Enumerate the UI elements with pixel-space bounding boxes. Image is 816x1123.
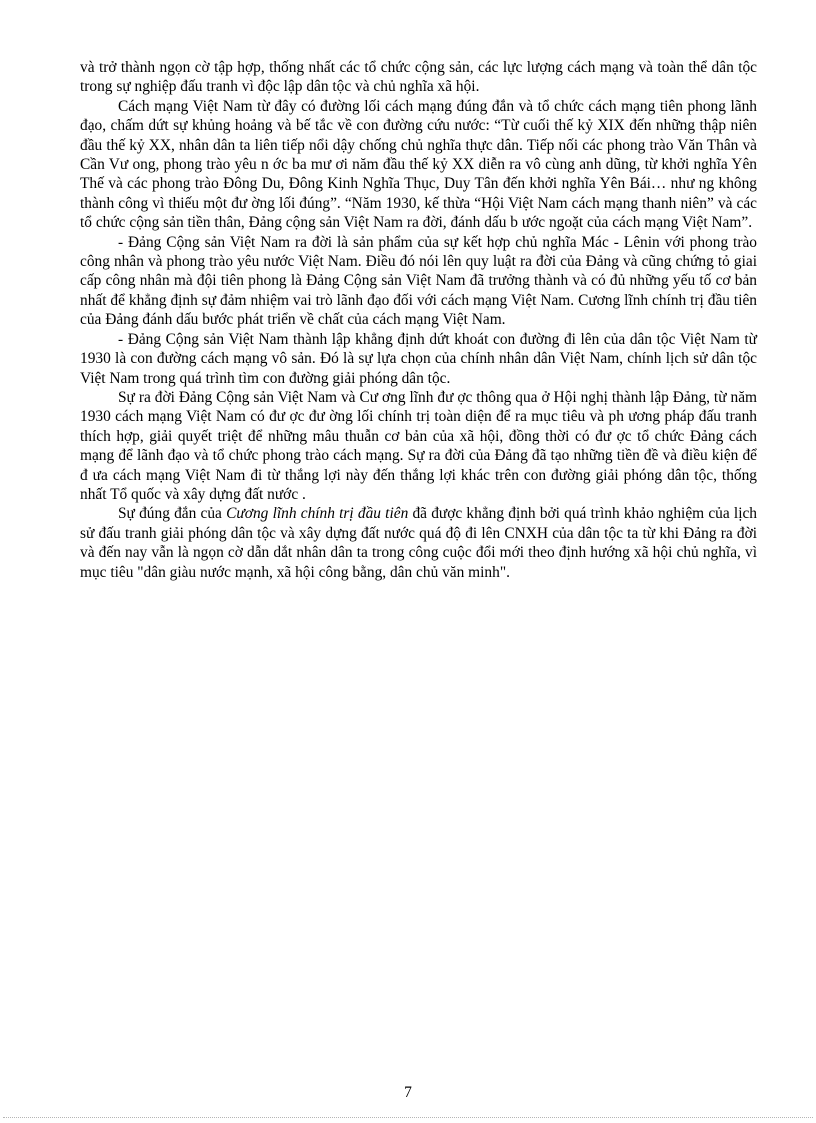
paragraph-remaining-text: đã được khẳng định bởi quá trình khảo nghiệm của lịch sử đấu tranh giải phóng dân tộc và xây dựng đất nước quá độ đi lên CNXH của dân tộc ta từ khi Đảng ra đời và đến nay vẫn là ngọn cờ dẫn dắt nhân dân ta trong công cuộc đổi mới theo định hướng xã hội chủ nghĩa, vì mục tiêu "dân giàu nước mạnh, xã hội công bằng, dân chủ văn minh". <box>80 505 757 581</box>
paragraph-lead-text: Sự đúng đắn của <box>118 505 227 523</box>
body-text <box>80 58 757 582</box>
italic-emphasis: Cương lĩnh chính trị đầu tiên <box>226 505 409 523</box>
paragraph <box>80 504 757 582</box>
paragraph: Sự ra đời Đảng Cộng sản Việt Nam và Cư ơng lĩnh đư ợc thông qua ở Hội nghị thành lập Đảng, từ năm 1930 cách mạng Việt Nam có đư ợc đư ờng lối chính trị toàn diện để ra mục tiêu và ph ương pháp đấu tranh thích hợp, giải quyết triệt để những mâu thuẫn cơ bản của xã hội, đồng thời có đư ợc tổ chức Đảng cách mạng để lãnh đạo và tổ chức phong trào cách mạng. Sự ra đời của Đảng đã tạo những tiền đề và điều kiện để đ ưa cách mạng Việt Nam đi từ thắng lợi này đến thắng lợi khác trên con đường giải phóng dân tộc, thống nhất Tổ quốc và xây dựng đất nước . <box>80 388 757 503</box>
paragraph: và trở thành ngọn cờ tập hợp, thống nhất các tổ chức cộng sản, các lực lượng cách mạng và toàn thể dân tộc trong sự nghiệp đấu tranh vì độc lập dân tộc và chủ nghĩa xã hội. <box>80 59 757 96</box>
paragraph: - Đảng Cộng sản Việt Nam ra đời là sản phẩm của sự kết hợp chủ nghĩa Mác - Lênin với phong trào công nhân và phong trào yêu nước Việt Nam. Điều đó nói lên quy luật ra đời của Đảng và cũng chứng tỏ giai cấp công nhân mà đội tiên phong là Đảng Cộng sản Việt Nam đã trưởng thành và có đủ những yếu tố cơ bản nhất để khẳng định sự đảm nhiệm vai trò lãnh đạo đối với cách mạng Việt Nam. Cương lĩnh chính trị đầu tiên của Đảng đánh dấu bước phát triển về chất của cách mạng Việt Nam. <box>80 233 757 329</box>
paragraph: Cách mạng Việt Nam từ đây có đường lối cách mạng đúng đắn và tổ chức cách mạng tiên phong lãnh đạo, chấm dứt sự khủng hoảng và bế tắc về con đường cứu nước: “Từ cuối thế kỷ XIX đến những thập niên đầu thế kỷ XX, nhân dân ta liên tiếp nổi dậy chống chủ nghĩa thực dân. Tiếp nối các phong trào Văn Thân và Cần Vư ong, phong trào yêu n ớc ba mư ơi năm đầu thế kỷ XX diễn ra vô cùng anh dũng, từ khởi nghĩa Yên Thế và các phong trào Đông Du, Đông Kinh Nghĩa Thục, Duy Tân đến khởi nghĩa Yên Bái… như ng không thành công vì thiếu một đư ờng lối đúng”. “Năm 1930, kế thừa “Hội Việt Nam cách mạng thanh niên” và các tổ chức cộng sản tiền thân, Đảng cộng sản Việt Nam ra đời, đánh dấu b ước ngoặt của cách mạng Việt Nam”. <box>80 97 757 232</box>
page-bottom-divider <box>3 1117 813 1118</box>
paragraph: - Đảng Cộng sản Việt Nam thành lập khẳng định dứt khoát con đường đi lên của dân tộc Việt Nam từ 1930 là con đường cách mạng vô sản. Đó là sự lựa chọn của chính nhân dân Việt Nam, chính lịch sử dân tộc Việt Nam trong quá trình tìm con đường giải phóng dân tộc. <box>80 330 757 387</box>
page-number: 7 <box>404 1084 412 1101</box>
